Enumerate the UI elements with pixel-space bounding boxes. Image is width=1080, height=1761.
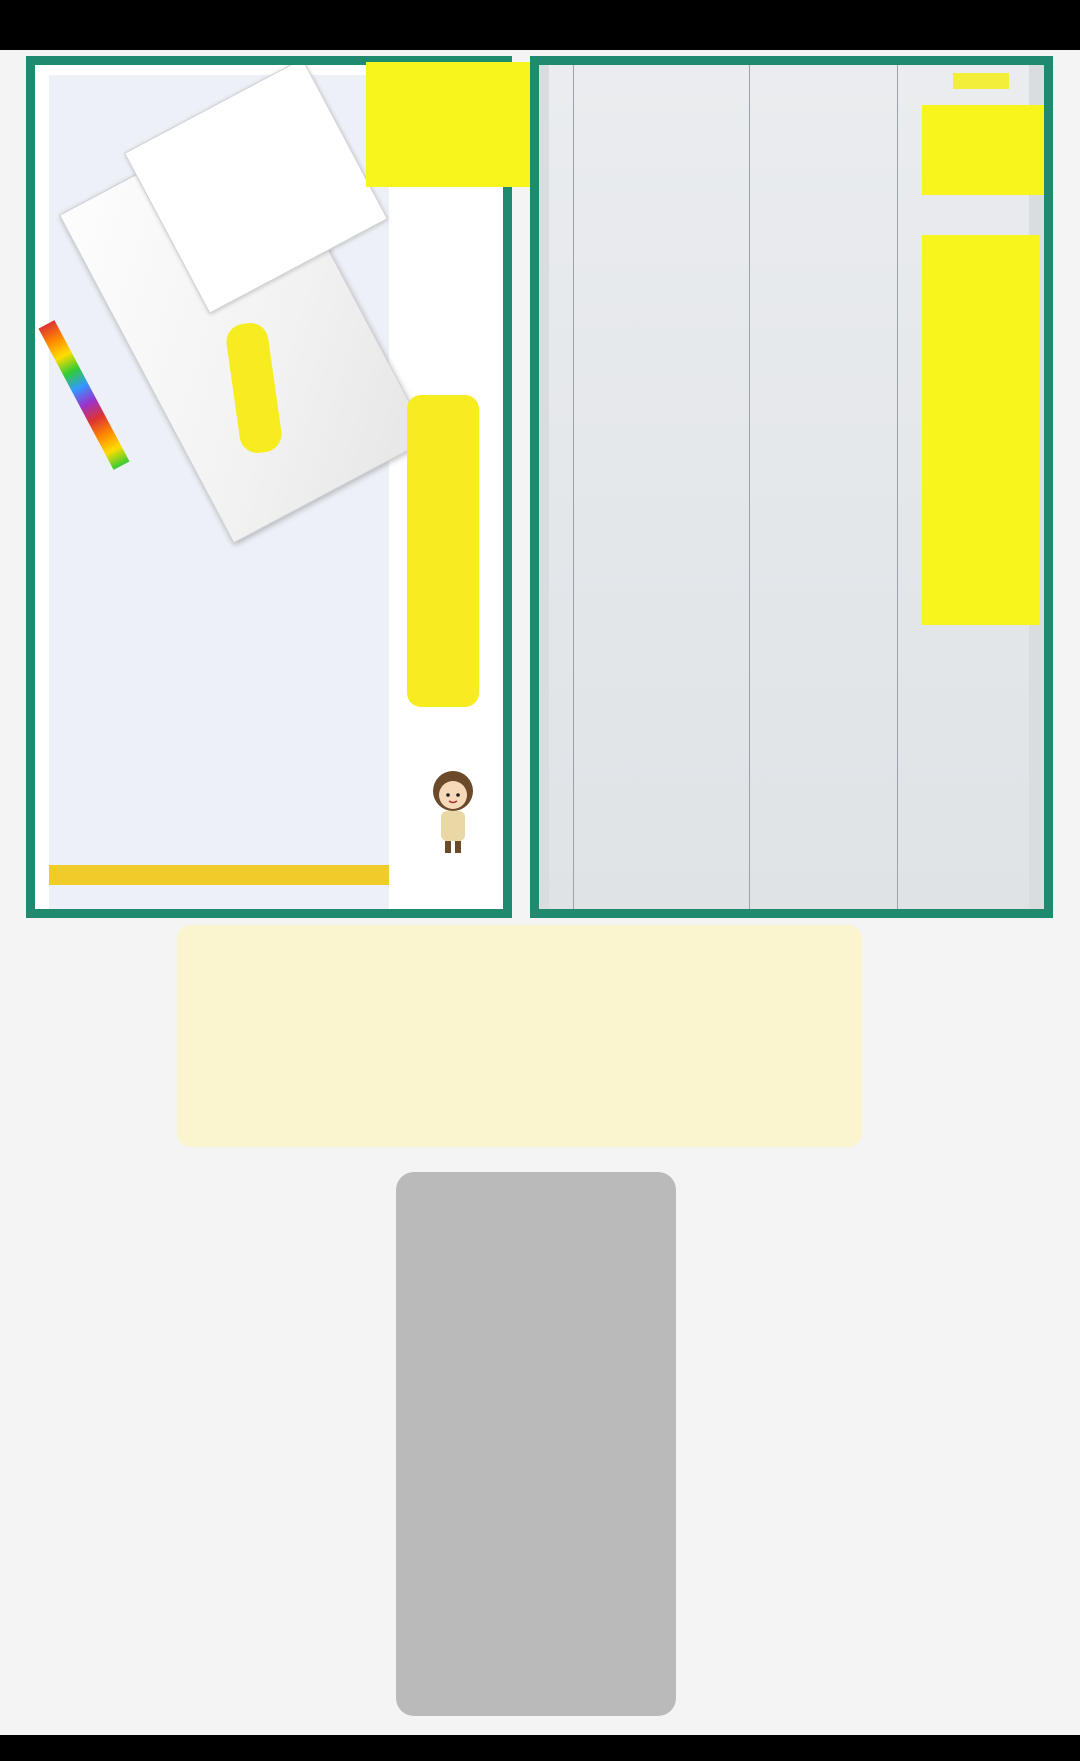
- pair-numbers-box: [396, 1172, 676, 1716]
- right-digit-column: [922, 235, 1040, 625]
- sheet-footer: [49, 865, 389, 885]
- notebook-margin-line: [573, 65, 574, 909]
- summary-box: [177, 925, 862, 1147]
- left-digit-pill: [407, 395, 479, 707]
- bottom-bar: [0, 1735, 1080, 1761]
- right-notebook-panel: [530, 56, 1053, 918]
- top-bar: [0, 0, 1080, 50]
- notebook-column-line: [749, 65, 750, 909]
- right-label-box: [922, 105, 1050, 195]
- girl-sticker-icon: [425, 765, 481, 855]
- notebook-column-line: [897, 65, 898, 909]
- notebook-header-tag: [953, 73, 1009, 89]
